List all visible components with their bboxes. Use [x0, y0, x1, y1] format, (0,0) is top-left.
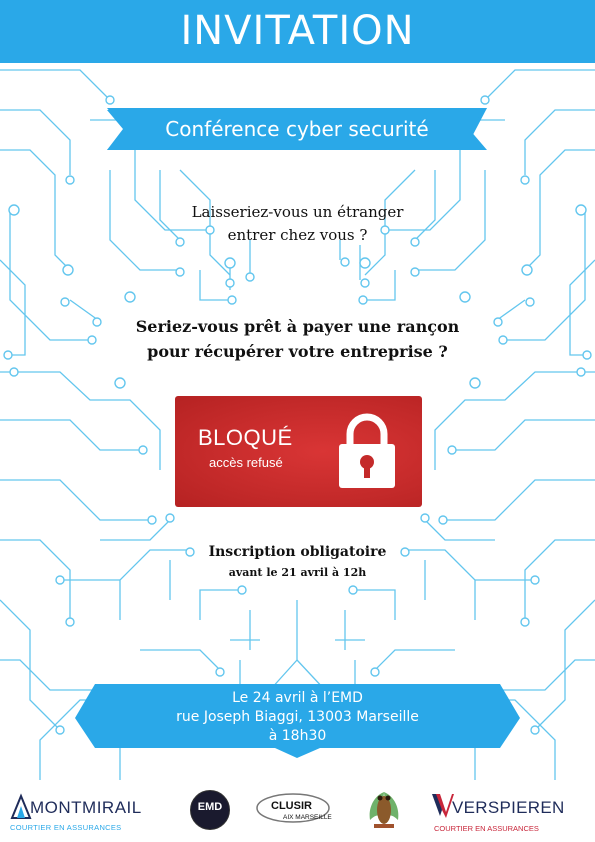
event-details-text [75, 689, 520, 746]
question-stranger [0, 201, 595, 247]
cicada-logo [360, 786, 408, 834]
verspieren-mark-icon [432, 790, 454, 820]
montmirail-name: MONTMIRAIL [30, 798, 142, 817]
conference-ribbon [107, 108, 487, 150]
verspieren-name: VERSPIEREN [452, 798, 565, 817]
conference-title: Conférence cyber securité [165, 117, 429, 141]
verspieren-logo [430, 784, 590, 838]
question-ransom [0, 314, 595, 364]
montmirail-mark-icon [10, 792, 32, 820]
question-ransom-line2: pour récupérer votre entreprise ? [147, 342, 448, 361]
registration-title: Inscription obligatoire [208, 544, 387, 560]
blocked-subtitle: accès refusé [209, 455, 283, 470]
sponsor-logos [0, 780, 595, 842]
header-bar [0, 0, 595, 63]
clusir-logo [255, 790, 335, 832]
emd-logo [190, 790, 230, 830]
padlock-icon [337, 412, 397, 490]
blocked-access-card [175, 396, 422, 507]
blocked-title: BLOQUÉ [198, 425, 293, 450]
verspieren-tagline: COURTIER EN ASSURANCES [434, 824, 539, 833]
montmirail-logo [8, 786, 168, 834]
registration-deadline: avant le 21 avril à 12h [228, 566, 367, 579]
event-time: à 18h30 [268, 728, 327, 744]
cicada-icon [360, 786, 408, 834]
question-stranger-line2: entrer chez vous ? [227, 226, 368, 244]
question-stranger-line1: Laisseriez-vous un étranger [191, 203, 404, 221]
invitation-title: INVITATION [180, 8, 415, 54]
event-details-banner [75, 684, 520, 758]
event-address: rue Joseph Biaggi, 13003 Marseille [176, 709, 419, 725]
clusir-city: AIX MARSEILLE [283, 814, 332, 821]
clusir-name: CLUSIR [271, 800, 312, 812]
emd-name: EMD [197, 801, 223, 813]
montmirail-tagline: COURTIER EN ASSURANCES [10, 823, 122, 832]
question-ransom-line1: Seriez-vous prêt à payer une rançon [135, 317, 460, 336]
event-date-venue: Le 24 avril à l’EMD [232, 690, 363, 706]
